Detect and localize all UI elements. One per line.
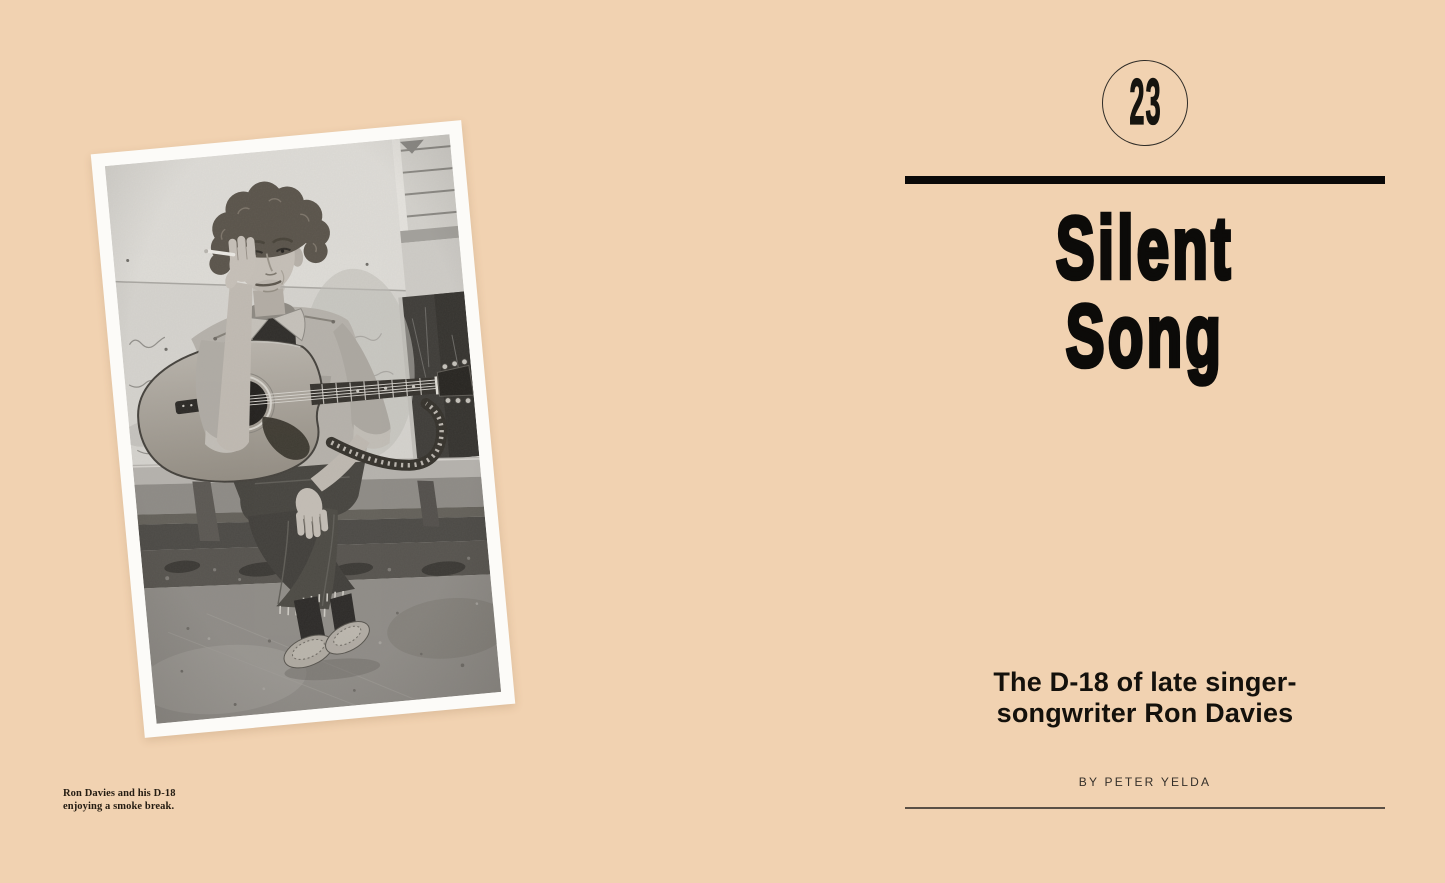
subtitle-line-1: The D-18 of late singer- [993,667,1297,697]
title-line-2: Song [1065,286,1225,385]
chapter-number: 23 [1128,66,1162,139]
chapter-subtitle [905,667,1385,729]
ron-davies-photo [105,134,501,724]
thin-rule [905,807,1385,809]
byline: BY PETER YELDA [1078,775,1212,789]
thick-rule [905,176,1385,184]
subtitle-line-2: songwriter Ron Davies [996,698,1294,728]
chapter-opener-column [905,0,1385,883]
title-line-1: Silent [1056,198,1234,297]
chapter-title [905,198,1385,385]
caption-line: enjoying a smoke break. [63,800,175,812]
caption-line: Ron Davies and his D-18 [63,788,176,799]
photo-print-frame [91,120,516,738]
chapter-number-circle [1102,60,1188,146]
photo-caption [63,788,176,813]
